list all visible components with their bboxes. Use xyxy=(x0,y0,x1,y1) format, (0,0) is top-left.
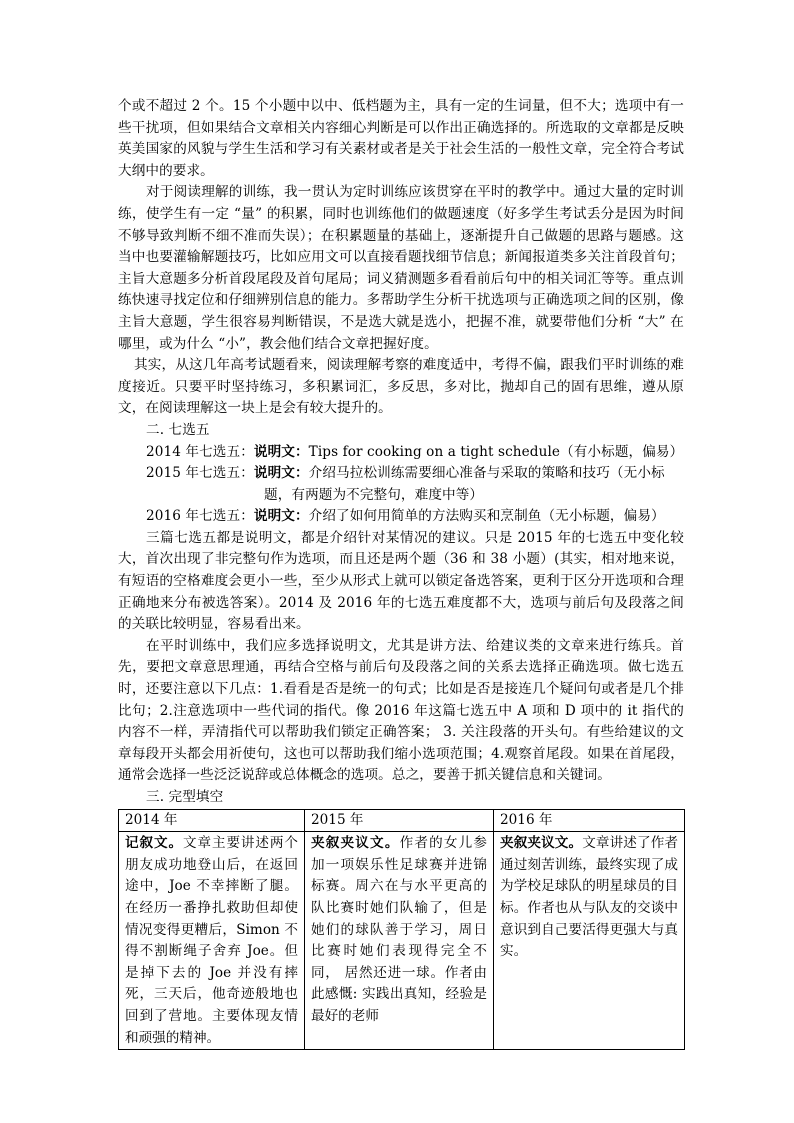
item-description: Tips for cooking on a tight schedule（有小标题，偏易） xyxy=(308,443,684,460)
cell-text: 文章讲述了作者通过刻苦训练，最终实现了成为学校足球队的明星球员的目标。作者也从与队友的交谈中意识到自己要活得更强大与真实。 xyxy=(500,835,678,960)
table-cell-2015 xyxy=(305,832,494,1050)
table-header-2015: 2015 年 xyxy=(305,809,494,832)
item-genre: 说明文： xyxy=(253,465,309,482)
cell-text: 作者的女儿参加一项娱乐性足球赛并进锦标赛。周六在与水平更高的队比赛时她们队输了，但是她们的球队善于学习，周日比赛时她们表现得完全不同， 居然还进一球。作者由此感慨: 实践出真知，经验是最好的老师 xyxy=(311,835,488,1024)
document-page xyxy=(118,96,684,1050)
section-heading-seven-choose-five: 二. 七选五 xyxy=(146,421,210,438)
item-description-continued: 题，有两题为不完整句，难度中等） xyxy=(264,486,484,503)
table-header-row xyxy=(119,809,685,832)
item-year: 2016 年七选五： xyxy=(146,508,254,525)
cell-genre: 夹叙夹议文。 xyxy=(500,835,583,852)
item-description: 介绍马拉松训练需要细心准备与采取的策略和技巧（无小标 xyxy=(308,465,665,482)
item-genre: 说明文： xyxy=(253,443,309,460)
cell-genre: 夹叙夹议文。 xyxy=(311,835,400,852)
item-genre: 说明文： xyxy=(253,508,309,525)
table-cell-2014 xyxy=(119,832,305,1050)
cloze-comparison-table xyxy=(118,809,685,1051)
seven-choose-five-item-2014 xyxy=(146,442,684,464)
item-description: 介绍了如何用简单的方法购买和烹制鱼（无小标题，偏易） xyxy=(308,508,665,525)
seven-choose-five-item-2015 xyxy=(146,463,684,506)
item-year: 2015 年七选五： xyxy=(146,465,254,482)
table-cell-2016 xyxy=(494,832,685,1050)
paragraph-reading-summary: 其实，从这几年高考试题看来，阅读理解考察的难度适中，考得不偏，跟我们平时训练的难度接近。只要平时坚持练习，多积累词汇，多反思，多对比，抛却自己的固有思维，遵从原文，在阅读理解这一块上是会有较大提升的。 xyxy=(118,357,684,417)
cell-genre: 记叙文。 xyxy=(125,835,183,852)
paragraph-seven-choose-five-analysis: 三篇七选五都是说明文，都是介绍针对某情况的建议。只是 2015 年的七选五中变化较大，首次出现了非完整句作为选项，而且还是两个题（36 和 38 小题）(其实，相对地来说，有短语的空格难度会更小一些，至少从形式上就可以锁定备选答案，更利于区分开选项和合理正确地来分布被选答案）。2014 及 2016 年的七选五难度都不大，选项与前后句及段落之间的关联比较明显，容易看出来。 xyxy=(118,529,684,633)
seven-choose-five-item-2016 xyxy=(146,506,684,528)
table-header-2014: 2014 年 xyxy=(119,809,305,832)
table-row xyxy=(119,832,685,1050)
paragraph-seven-choose-five-tips: 在平时训练中，我们应多选择说明文，尤其是讲方法、给建议类的文章来进行练兵。首先，要把文章意思理通，再结合空格与前后句及段落之间的关系去选择正确选项。做七选五时，还要注意以下几点：1.看看是否是统一的句式；比如是否是接连几个疑问句或者是几个排比句；2.注意选项中一些代词的指代。像 2016 年这篇七选五中 A 项和 D 项中的 it 指代的内容不一样，弄清指代可以帮助我们锁定正确答案； 3. 关注段落的开头句。有些给建议的文章每段开头都会用祈使句，这也可以帮助我们缩小选项范围；4.观察首尾段。如果在首尾段，通常会选择一些泛泛说辞或总体概念的选项。总之，要善于抓关键信息和关键词。 xyxy=(118,637,684,784)
table-header-2016: 2016 年 xyxy=(494,809,685,832)
item-year: 2014 年七选五： xyxy=(146,443,254,460)
cell-text: 文章主要讲述两个朋友成功地登山后，在返回途中，Joe 不幸摔断了腿。在经历一番挣扎救助但却使情况变得更糟后，Simon 不得不割断绳子舍弃 Joe。但是掉下去的 Joe 并没有摔死，三天后，他奇迹般地也回到了营地。主要体现友情和顽强的精神。 xyxy=(125,835,299,1046)
section-heading-cloze: 三. 完型填空 xyxy=(146,789,224,805)
paragraph-continuation: 个或不超过 2 个。15 个小题中以中、低档题为主，具有一定的生词量，但不大；选项中有一些干扰项，但如果结合文章相关内容细心判断是可以作出正确选择的。所选取的文章都是反映英美国家的风貌与学生生活和学习有关素材或者是关于社会生活的一般性文章，完全符合考试大纲中的要求。 xyxy=(118,98,684,179)
paragraph-reading-training: 对于阅读理解的训练，我一贯认为定时训练应该贯穿在平时的教学中。通过大量的定时训练，使学生有一定 “量” 的积累，同时也训练他们的做题速度（好多学生考试丢分是因为时间不够导致判断不细不准而失误）；在积累题量的基础上，逐渐提升自己做题的思路与题感。这当中也要灌输解题技巧，比如应用文可以直接看题找细节信息；新闻报道类多关注首段首句；主旨大意题多分析首段尾段及首句尾局；词义猜测题多看看前后句中的相关词汇等等。重点训练快速寻找定位和仔细辨别信息的能力。多帮助学生分析干扰选项与正确选项之间的区别，像主旨大意题，学生很容易判断错误，不是选大就是选小，把握不准，就要带他们分析 “大” 在哪里，或为什么 “小”，教会他们结合文章把握好度。 xyxy=(118,184,684,352)
